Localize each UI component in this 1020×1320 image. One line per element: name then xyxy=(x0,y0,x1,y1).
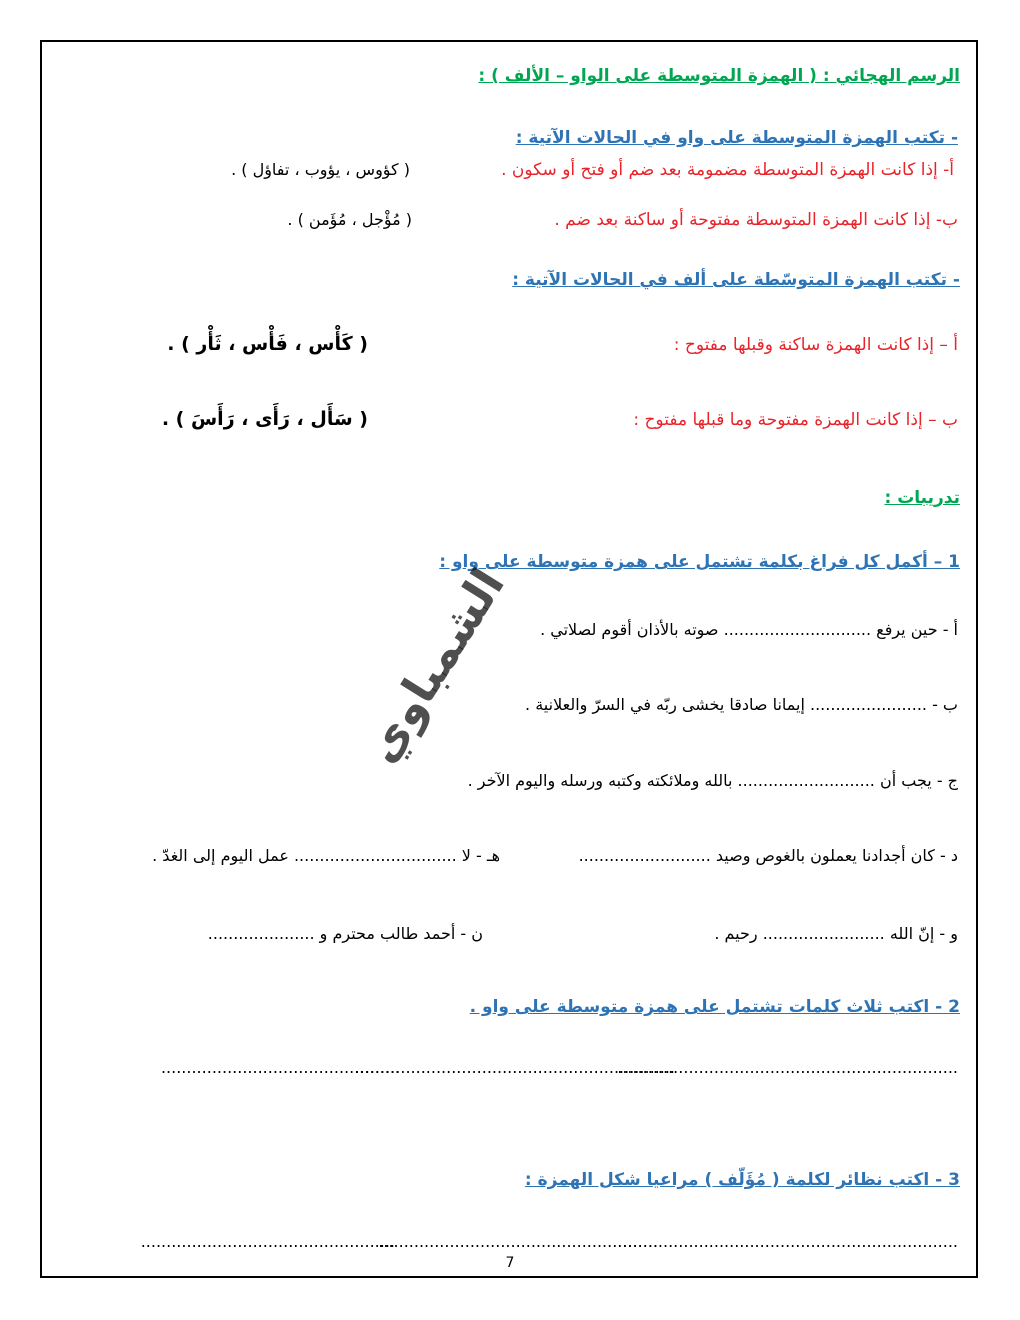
waw-rule-a: أ- إذا كانت الهمزة المتوسطة مضمومة بعد ضم أو فتح أو سكون . xyxy=(501,160,954,180)
exercise2-blank-1[interactable]: ................................................................... xyxy=(617,1058,958,1077)
exercise3-blank-3[interactable]: .................................................. xyxy=(140,1232,395,1251)
alif-rule-b: ب – إذا كانت الهمزة مفتوحة وما قبلها مفتوح : xyxy=(633,410,958,430)
exercise2-blank-2[interactable]: ............................................................... xyxy=(354,1058,675,1077)
exercise3-heading: 3 - اكتب نظائر لكلمة ( مُؤَلّف ) مراعيا شكل الهمزة : xyxy=(524,1170,960,1190)
watermark: الشمباوي xyxy=(353,558,515,772)
alif-rule-a: أ – إذا كانت الهمزة ساكنة وقبلها مفتوح : xyxy=(673,335,958,355)
page-number: 7 xyxy=(505,1255,515,1271)
exercise3-blank-1[interactable]: ................................................................... xyxy=(617,1232,958,1251)
exercises-heading: تدريبات : xyxy=(884,488,960,508)
page-title: الرسم الهجائي : ( الهمزة المتوسطة على الواو – الألف ) : xyxy=(478,66,960,86)
exercise3-blank-2[interactable]: ....................................................... xyxy=(378,1232,658,1251)
waw-rule-b-examples: ( مُؤْجل ، مُؤَمن ) . xyxy=(287,210,412,229)
waw-rule-b: ب- إذا كانت الهمزة المتوسطة مفتوحة أو ساكنة بعد ضم . xyxy=(554,210,958,230)
alif-heading: - تكتب الهمزة المتوسّطة على ألف في الحالات الآتية : xyxy=(512,270,960,290)
exercise1-item-g: ن - أحمد طالب محترم و ..................... xyxy=(207,924,483,943)
exercise2-blank-3[interactable]: ............................................... xyxy=(160,1058,400,1077)
alif-rule-b-examples: ( سَأَل ، رَأَى ، رَأَسَ ) . xyxy=(161,408,368,430)
exercise1-item-a: أ - حين يرفع ............................. صوته بالأذان أقوم لصلاتي . xyxy=(540,620,958,639)
exercise1-item-c: ج - يجب أن ........................... بالله وملائكته وكتبه ورسله واليوم الآخر . xyxy=(467,771,958,790)
exercise1-item-b: ب - ....................... إيمانا صادقا يخشى ربّه في السرّ والعلانية . xyxy=(525,695,958,714)
waw-heading: - تكتب الهمزة المتوسطة على واو في الحالات الآتية : xyxy=(515,128,958,148)
exercise1-item-f: و - إنّ الله ........................ رحيم . xyxy=(714,924,958,943)
exercise1-item-d: د - كان أجدادنا يعملون بالغوص وصيد .......................... xyxy=(578,846,958,865)
exercise2-heading: 2 - اكتب ثلاث كلمات تشتمل على همزة متوسطة على واو . xyxy=(469,997,960,1017)
waw-rule-a-examples: ( كؤوس ، يؤوب ، تفاؤل ) . xyxy=(231,160,410,179)
exercise1-heading: 1 – أكمل كل فراغ بكلمة تشتمل على همزة متوسطة على واو : xyxy=(439,552,960,572)
alif-rule-a-examples: ( كَأْس ، فَأْس ، ثَأْر ) . xyxy=(167,333,368,355)
exercise1-item-e: هـ - لا ................................ عمل اليوم إلى الغدّ . xyxy=(152,846,500,865)
